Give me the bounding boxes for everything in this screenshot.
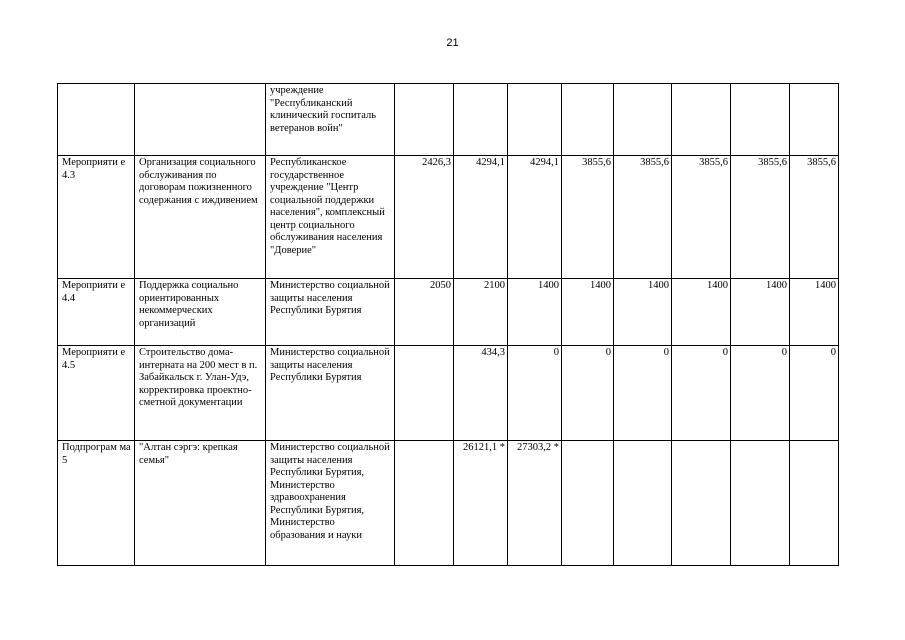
value-cell: 27303,2 * bbox=[508, 441, 562, 566]
value-cell: 0 bbox=[508, 346, 562, 441]
value-cell bbox=[731, 441, 790, 566]
row-name-cell: Строительство дома-интерната на 200 мест в п. Забайкальск г. Улан-Удэ, корректировка проектно-сметной документации bbox=[135, 346, 266, 441]
row-name-cell: "Алтан сэргэ: крепкая семья" bbox=[135, 441, 266, 566]
row-label-cell: Мероприяти е 4.3 bbox=[58, 156, 135, 279]
row-name-cell bbox=[135, 84, 266, 156]
value-cell bbox=[672, 441, 731, 566]
value-cell: 434,3 bbox=[454, 346, 508, 441]
value-cell: 1400 bbox=[562, 279, 614, 346]
row-name-cell: Поддержка социально ориентированных некоммерческих организаций bbox=[135, 279, 266, 346]
value-cell: 1400 bbox=[790, 279, 839, 346]
value-cell bbox=[672, 84, 731, 156]
value-cell: 2100 bbox=[454, 279, 508, 346]
row-executor-cell: Министерство социальной защиты населения Республики Бурятия, Министерство здравоохранения Республики Бурятия, Министерство образования и науки bbox=[266, 441, 395, 566]
row-label-cell bbox=[58, 84, 135, 156]
value-cell bbox=[454, 84, 508, 156]
value-cell: 3855,6 bbox=[790, 156, 839, 279]
value-cell bbox=[614, 84, 672, 156]
row-executor-cell: Министерство социальной защиты населения Республики Бурятия bbox=[266, 279, 395, 346]
row-executor-cell: учреждение "Республиканский клинический госпиталь ветеранов войн" bbox=[266, 84, 395, 156]
value-cell: 4294,1 bbox=[508, 156, 562, 279]
row-executor-cell: Министерство социальной защиты населения Республики Бурятия bbox=[266, 346, 395, 441]
value-cell: 1400 bbox=[508, 279, 562, 346]
table-row bbox=[58, 279, 839, 346]
value-cell bbox=[395, 441, 454, 566]
value-cell: 0 bbox=[672, 346, 731, 441]
value-cell bbox=[562, 84, 614, 156]
table-row bbox=[58, 84, 839, 156]
value-cell bbox=[790, 84, 839, 156]
value-cell: 1400 bbox=[672, 279, 731, 346]
row-label-cell: Мероприяти е 4.5 bbox=[58, 346, 135, 441]
value-cell bbox=[508, 84, 562, 156]
value-cell: 2050 bbox=[395, 279, 454, 346]
value-cell: 3855,6 bbox=[731, 156, 790, 279]
value-cell: 0 bbox=[790, 346, 839, 441]
value-cell bbox=[731, 84, 790, 156]
value-cell bbox=[790, 441, 839, 566]
value-cell: 1400 bbox=[614, 279, 672, 346]
value-cell: 3855,6 bbox=[562, 156, 614, 279]
row-executor-cell: Республиканское государственное учреждение "Центр социальной поддержки населения", комплексный центр социального обслуживания населения "Доверие" bbox=[266, 156, 395, 279]
page-number: 21 bbox=[446, 37, 459, 49]
value-cell: 26121,1 * bbox=[454, 441, 508, 566]
value-cell: 2426,3 bbox=[395, 156, 454, 279]
value-cell bbox=[614, 441, 672, 566]
value-cell: 1400 bbox=[731, 279, 790, 346]
row-name-cell: Организация социального обслуживания по договорам пожизненного содержания с иждивением bbox=[135, 156, 266, 279]
value-cell: 0 bbox=[614, 346, 672, 441]
row-label-cell: Подпрограм ма 5 bbox=[58, 441, 135, 566]
table-row bbox=[58, 441, 839, 566]
row-label-cell: Мероприяти е 4.4 bbox=[58, 279, 135, 346]
value-cell bbox=[562, 441, 614, 566]
table-row bbox=[58, 156, 839, 279]
value-cell bbox=[395, 84, 454, 156]
value-cell: 3855,6 bbox=[672, 156, 731, 279]
value-cell: 0 bbox=[731, 346, 790, 441]
value-cell: 4294,1 bbox=[454, 156, 508, 279]
value-cell: 3855,6 bbox=[614, 156, 672, 279]
program-table bbox=[57, 83, 839, 566]
value-cell bbox=[395, 346, 454, 441]
table-row bbox=[58, 346, 839, 441]
value-cell: 0 bbox=[562, 346, 614, 441]
